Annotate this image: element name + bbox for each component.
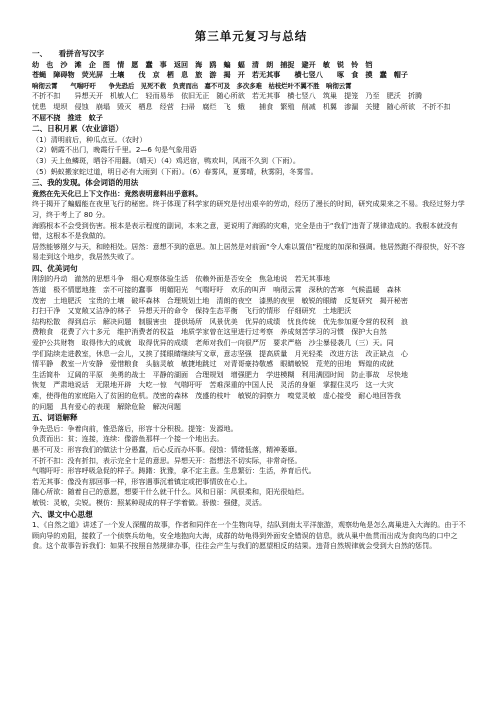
proverb-item: （1）清明前后，种瓜点豆。（农时） <box>32 134 147 144</box>
section-proverbs <box>32 124 470 177</box>
section-pinyin <box>32 49 470 123</box>
section-definitions <box>32 413 470 508</box>
phrase-line: 难，使得他的家庭陷入了贫困的危机。茂密的森林 茂盛的枝叶 敏锐的洞察力 嗅觉灵敏 虚心接受 耐心地回答我 <box>32 391 401 400</box>
section-heading: 三、我的发现。体会词语的用法 <box>32 178 139 188</box>
document-title: 第三单元复习与总结 <box>194 29 308 43</box>
paragraph: 居然能够刚夕与天，和睦相处。居然：意想不到的意思。加上居然是对前面“令人难以置信”程度的加深和强调。他居然跑不得很快，好不容易走到这个地步，我居然失败了。 <box>32 241 465 262</box>
word-line: 忧患 堤坝 侵蚀 崩塌 毁灭 栖息 经营 扫帚 腐烂 飞 蛾 捕食 繁殖 削减 机翼 渗漏 关键 随心所欲 不折不扣 <box>32 101 451 111</box>
phrase-line: 茂密 土地肥沃 宝贵的土壤 破坏森林 合理规划土地 清朗的夜空 漆黑的夜里 敏锐的眼睛 反复研究 揭开秘密 <box>32 295 408 305</box>
section-discovery <box>32 178 470 263</box>
phrase-line: 刚刮的丹动 澈然的思想斗争 细心观察体验生活 依赖外面是否安全 焦急地说 若无其事地 <box>32 274 330 284</box>
phrase-line: 学们陆续走进教室，休息一会儿，又挨了揉眼睛继续写文章，意志坚强 提高质量 月光轻柔 改进方法 改正缺点 心 <box>32 348 408 358</box>
phrase-line: 的问题 具有爱心的表现 解除危险 解决问题 <box>32 401 181 411</box>
section-phrases <box>32 264 470 412</box>
section-main-idea <box>32 510 470 552</box>
section-heading: 五、词语解释 <box>32 413 78 423</box>
phrase-line: 打扫干净 又宽敞又洁净的林子 异想天开的命令 保持生态平衡 飞行的情形 仔细研究 土地肥沃 <box>32 306 352 316</box>
section-heading: 四、优美词句 <box>32 263 78 273</box>
phrase-line: 结构松散 得到启示 解决问题 制服害虫 提供场所 风景优美 优异的成绩 忧良传统 优先参加夏令营的权利 浪 <box>32 316 408 326</box>
section-heading: 六、课文中心思想 <box>32 509 93 519</box>
word-line: 不折不扣 异想天开 机敏人仁 轻而易举 依旧无正 随心所欲 若无其事 横七竖八 筑巢 提笼 乃至 肥沃 折腾 <box>32 91 423 101</box>
definition-item: 随心所欲：随着自己的意愿，想要干什么就干什么。风和日丽：风很柔和，阳光很灿烂。 <box>32 487 309 497</box>
main-idea-paragraph: 1、《自然之道》讲述了一个发人深醒的故事，作者和同伴在一个生物向导，结队到南太平洋旅游，观察幼龟是怎么离巢进入大海的。由于不顾向导的劝阻，接救了一个侦察兵幼龟，安全地抱向大海，成群的幼龟得到外面安全错误的信息，就从巢中鱼贯而出成为食肉鸟的口中之食。这个故事告诉我们：如果不按照自然规律办事，往往会产生与我们的愿望相反的结果。违背自然规律就会受到大自然的惩罚。 <box>32 520 466 551</box>
section-heading: 二、日积月累（农业谚语） <box>32 124 124 134</box>
phrase-line: 爱护公共财物 取得伟大的成就 取得优异的成绩 老师对我们一向很严厉 要求严格 沙尘暴侵袭几（三）天。同 <box>32 338 394 348</box>
definition-item: 愚不可及：形容我们的做法十分愚蠢，后心反而办坏事。侵蚀：情绪低落，精神萎靡。 <box>32 444 302 454</box>
section-heading: 一、 看拼音写汉字 <box>32 49 105 58</box>
word-line: 幼 也 沙 滩 企 图 情 愿 蠢 事 返回 海 鸥 蝙 蝠 清 朗 捕捉 避开 敏 锐 铃 铛 <box>32 59 373 69</box>
word-line: 不屈不挠 推进 蚊子 <box>32 112 103 122</box>
definition-item: 负责而出：贫；连接，连续：像游鱼那样一个接一个地出去。 <box>32 434 224 444</box>
word-line: 响彻云霄 气喘吁吁 争先恐后 见死不救 负责而出 嘉不可及 多次多难 枯枝烂叶不翼不胜 响彻云霄 <box>32 81 352 90</box>
proverb-item: （3）天上鱼鳞斑，晒谷不用翻。（晴天）（4）鸡迟宿，鸭欢叫，风雨不久到（下雨）。 <box>32 155 300 165</box>
definition-item: 争先恐后：争着向前，惟恐落后，形容十分积极。提笼：发源地。 <box>32 423 238 433</box>
section-subheading: 竟然在先天化已上下文作出：竟然表明意料出乎意料。 <box>32 188 203 198</box>
definition-item: 不折不扣：没有折扣，表示完全十足的意思。异想天开：指想法不切实际，非常奇怪。 <box>32 455 302 465</box>
paragraph: 海鸥根本不会受到伤害。根本是表示程度的副词，本来之意，更说明了海鸥的灾难，完全是由于“我们”违背了规律造成的。我根本就没有错，这根本不是我做的。 <box>32 220 458 241</box>
proverb-item: （5）蚂蚁搬家蛇过道，明日必有大雨到（下雨）。（6）春雾风，夏雾晴，秋雾阴，冬雾雪。 <box>32 166 318 176</box>
word-line: 苍蝇 障碍物 荧光屏 土壤 伐 京 栖 息 旅 游 揭 开 若无其事 横七竖八 啄 食 摸 蠢 帽子 <box>32 70 408 80</box>
proverb-item: （2）朝霞不出门，晚霞行千里。2—6 句是气象用语 <box>32 145 197 155</box>
definition-item: 气喘吁吁：形容呼吸急促的样子。踌躇：犹豫，拿不定主意。生息繁衍：生活，养育后代。 <box>32 466 316 476</box>
phrase-line: 生活简朴 辽阔的平原 美勇的战士 平静的湖面 合理规划 增强肥力 学进模糊 利用满园时间 防止事故 尽快地 <box>32 369 408 379</box>
paragraph: 终于揭开了蝙蝠能在夜里飞行的秘密。终于体现了科学家的研究是付出艰辛的劳动，经历了漫长的时间，研究成果来之不易。我经过努力学习，终于考上了 80 分。 <box>32 199 465 219</box>
definition-item: 若无其事：像没有那回事一样，形容遇事沉着镇定或把事情放在心上。 <box>32 476 252 486</box>
phrase-line: 费粮食 花费了六十多元 维护消费者的权益 地质学家曾在这里进行过考察 养成刻苦学习的习惯 保护大自然 <box>32 327 387 337</box>
definition-item: 敏锐：灵敏，尖锐。模仿：照某种现成的样子学着做。骄傲：强健，灵活。 <box>32 497 267 507</box>
phrase-line: 情平静 教室一片安静 爱惜粮食 头脑灵敏 敏捷地跳过 对青哥豪持敬感 眼睛敏锐 荒芜的田地 辉煌的成就 <box>32 359 394 369</box>
phrase-line: 恢复 严肃地说话 无限地开辟 大吃一惊 气喘吁吁 苦难深重的中国人民 灵活的身躯 掌握住灵巧 这一大灾 <box>32 380 394 390</box>
phrase-line: 答道 极不情愿地推 亲不可接的蠢事 明媚阳光 气喘吁吁 欢乐的叫声 响彻云霄 深秋的苦寒 气候温暖 森林 <box>32 285 401 295</box>
